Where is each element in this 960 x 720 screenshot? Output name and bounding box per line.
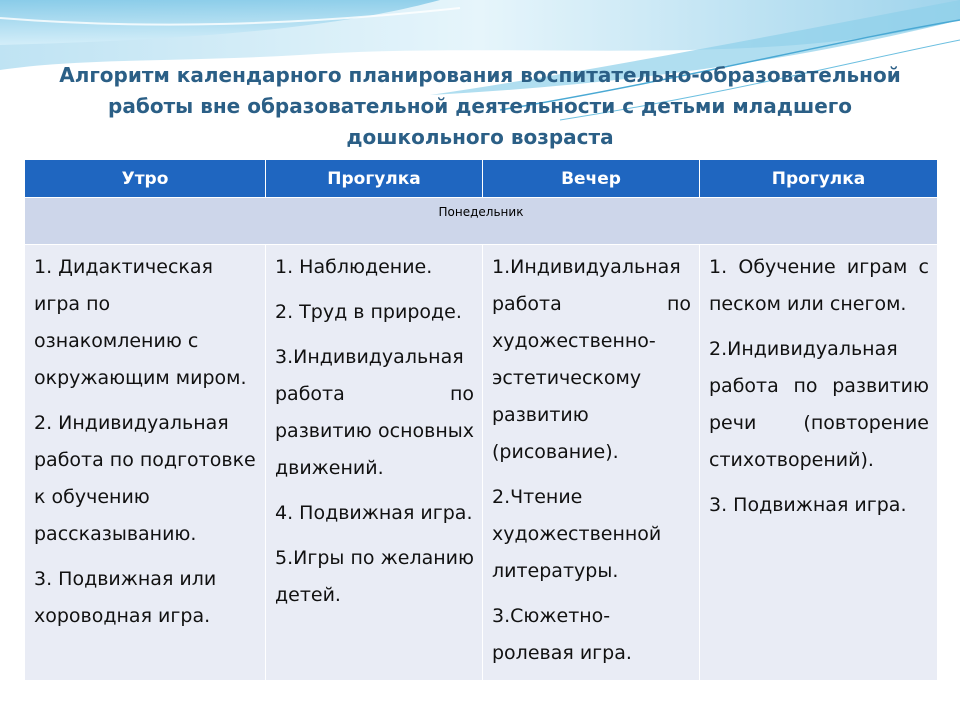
header-walk-1: Прогулка	[266, 160, 483, 198]
list-item: 1. Обучение играм с песком или снегом.	[709, 256, 929, 315]
page-title: Алгоритм календарного планирования воспитательно-образовательной работы вне образовательной деятельности с детьми младшего дошкольного возраста	[59, 63, 901, 149]
list-item: 4. Подвижная игра.	[275, 502, 473, 524]
list-item: 2.Чтение художественной литературы.	[492, 486, 662, 582]
header-morning: Утро	[25, 160, 266, 198]
plan-table	[24, 160, 937, 720]
header-row	[25, 160, 938, 198]
activities-row	[25, 245, 938, 681]
day-row	[25, 198, 938, 245]
list-item: 1.Индивидуальная работа по художественно-эстетическому развитию (рисование).	[492, 256, 691, 463]
list-item: 3.Сюжетно-ролевая игра.	[492, 605, 632, 664]
walk-1-activities	[266, 245, 483, 681]
list-item: 5.Игры по желанию детей.	[275, 547, 474, 606]
list-item: 3.Индивидуальная работа по развитию основных движений.	[275, 346, 474, 479]
evening-activities	[483, 245, 700, 681]
header-walk-2: Прогулка	[700, 160, 938, 198]
walk-2-activities	[700, 245, 938, 681]
list-item: 2. Индивидуальная работа по подготовке к обучению рассказыванию.	[34, 412, 256, 545]
list-item: 1. Наблюдение.	[275, 256, 433, 278]
header-evening: Вечер	[483, 160, 700, 198]
morning-activities	[25, 245, 266, 681]
list-item: 1. Дидактическая игра по ознакомлению с окружающим миром.	[34, 256, 247, 389]
day-label: Понедельник	[25, 198, 938, 245]
list-item: 3. Подвижная игра.	[709, 494, 907, 516]
list-item: 3. Подвижная или хороводная игра.	[34, 568, 217, 627]
list-item: 2.Индивидуальная работа по развитию речи (повторение стихотворений).	[709, 338, 929, 471]
list-item: 2. Труд в природе.	[275, 301, 462, 323]
